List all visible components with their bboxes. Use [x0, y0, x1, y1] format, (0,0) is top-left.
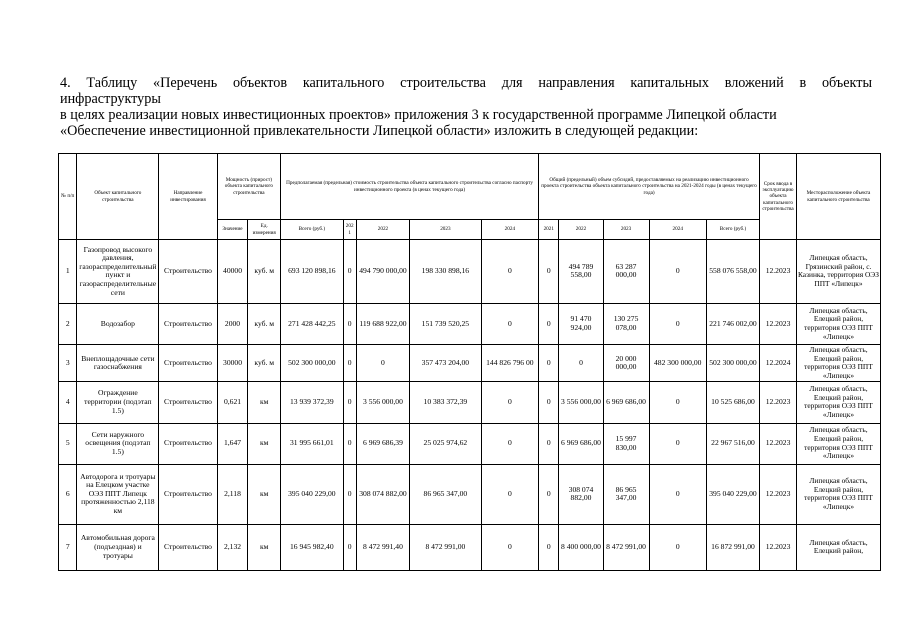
cell-c2024: 0: [481, 423, 538, 464]
cell-term: 12.2023: [760, 240, 797, 304]
header-object: Объект капитального строительства: [77, 154, 159, 240]
cell-c2021: 0: [343, 423, 356, 464]
header-capacity: Мощность (прирост) объекта капитального строительства: [217, 154, 280, 220]
cell-c2022: 8 472 991,40: [356, 524, 409, 570]
cell-c2021: 0: [343, 464, 356, 524]
cell-object: Автомобильная дорога (подъездная) и тротуары: [77, 524, 159, 570]
cell-s2024: 0: [649, 464, 706, 524]
cell-term: 12.2023: [760, 303, 797, 344]
header-num: № п/п: [59, 154, 77, 240]
cell-location: Липецкая область, Грязинский район, с. Казинка, территория ОЭЗ ППТ «Липецк»: [796, 240, 880, 304]
cell-direction: Строительство: [159, 464, 217, 524]
cell-location: Липецкая область, Елецкий район,: [796, 524, 880, 570]
cell-unit: куб. м: [248, 345, 281, 382]
cell-unit: куб. м: [248, 303, 281, 344]
cell-c2022: 119 688 922,00: [356, 303, 409, 344]
cell-num: 7: [59, 524, 77, 570]
cell-value: 2,118: [217, 464, 248, 524]
cell-cost-total: 13 939 372,39: [281, 382, 343, 423]
table-row: [59, 345, 881, 382]
cell-c2021: 0: [343, 303, 356, 344]
cell-s2021: 0: [539, 345, 559, 382]
header-cost-2021: 202 1: [343, 220, 356, 240]
cell-s-total: 502 300 000,00: [706, 345, 759, 382]
cell-c2024: 0: [481, 240, 538, 304]
cell-value: 0,621: [217, 382, 248, 423]
cell-direction: Строительство: [159, 524, 217, 570]
cell-s2023: 20 000 000,00: [603, 345, 649, 382]
cell-s2021: 0: [539, 464, 559, 524]
cell-s-total: 22 967 516,00: [706, 423, 759, 464]
cell-s2021: 0: [539, 382, 559, 423]
table-body: [59, 240, 881, 571]
cell-value: 30000: [217, 345, 248, 382]
cell-direction: Строительство: [159, 240, 217, 304]
cell-value: 40000: [217, 240, 248, 304]
cell-c2022: 308 074 882,00: [356, 464, 409, 524]
cell-c2023: 25 025 974,62: [410, 423, 482, 464]
cell-s-total: 395 040 229,00: [706, 464, 759, 524]
intro-text: [60, 75, 872, 139]
cell-unit: км: [248, 382, 281, 423]
cell-num: 3: [59, 345, 77, 382]
cell-c2021: 0: [343, 382, 356, 423]
cell-object: Автодорога и тротуары на Елецком участке ОЭЗ ППТ Липецк протяженностью 2,118 км: [77, 464, 159, 524]
cell-s2022: 91 470 924,00: [559, 303, 603, 344]
cell-term: 12.2023: [760, 382, 797, 423]
cell-location: Липецкая область, Елецкий район, территория ОЭЗ ППТ «Липецк»: [796, 464, 880, 524]
cell-s2023: 63 287 000,00: [603, 240, 649, 304]
cell-value: 1,647: [217, 423, 248, 464]
header-subsidy-2024: 2024: [649, 220, 706, 240]
cell-c2024: 0: [481, 464, 538, 524]
header-cost-2024: 2024: [481, 220, 538, 240]
cell-term: 12.2023: [760, 423, 797, 464]
cell-term: 12.2023: [760, 464, 797, 524]
cell-s2022: 0: [559, 345, 603, 382]
cell-cost-total: 502 300 000,00: [281, 345, 343, 382]
cell-s2023: 15 997 830,00: [603, 423, 649, 464]
cell-direction: Строительство: [159, 382, 217, 423]
cell-s2023: 130 275 078,00: [603, 303, 649, 344]
cell-direction: Строительство: [159, 345, 217, 382]
intro-line-1: 4. Таблицу «Перечень объектов капитального строительства для направления капитальных вложений в объекты: [60, 75, 872, 91]
header-row-1: [59, 154, 881, 220]
cell-s2021: 0: [539, 303, 559, 344]
cell-cost-total: 693 120 898,16: [281, 240, 343, 304]
cell-value: 2,132: [217, 524, 248, 570]
cell-s2022: 494 789 558,00: [559, 240, 603, 304]
cell-c2022: 494 790 000,00: [356, 240, 409, 304]
cell-s2022: 6 969 686,00: [559, 423, 603, 464]
cell-c2023: 357 473 204,00: [410, 345, 482, 382]
cell-c2023: 198 330 898,16: [410, 240, 482, 304]
cell-location: Липецкая область, Елецкий район, территория ОЭЗ ППТ «Липецк»: [796, 303, 880, 344]
cell-s2021: 0: [539, 240, 559, 304]
cell-object: Ограждение территории (подэтап 1.5): [77, 382, 159, 423]
header-location: Месторасположение объекта капитального строительства: [796, 154, 880, 240]
cell-s2024: 482 300 000,00: [649, 345, 706, 382]
cell-c2021: 0: [343, 524, 356, 570]
cell-s2024: 0: [649, 303, 706, 344]
cell-unit: км: [248, 464, 281, 524]
cell-unit: км: [248, 423, 281, 464]
cell-direction: Строительство: [159, 303, 217, 344]
header-cost-2022: 2022: [356, 220, 409, 240]
cell-s-total: 16 872 991,00: [706, 524, 759, 570]
cell-c2023: 86 965 347,00: [410, 464, 482, 524]
cell-s2021: 0: [539, 524, 559, 570]
cell-cost-total: 16 945 982,40: [281, 524, 343, 570]
cell-c2024: 144 826 796 00: [481, 345, 538, 382]
cell-s2021: 0: [539, 423, 559, 464]
header-direction: Направление инвестирования: [159, 154, 217, 240]
intro-line-4: «Обеспечение инвестиционной привлекательности Липецкой области» изложить в следующей редакции:: [60, 123, 699, 139]
header-cost-2023: 2023: [410, 220, 482, 240]
cell-object: Внеплощадочные сети газоснабжения: [77, 345, 159, 382]
cell-s2022: 3 556 000,00: [559, 382, 603, 423]
cell-c2022: 6 969 686,39: [356, 423, 409, 464]
cell-location: Липецкая область, Елецкий район, территория ОЭЗ ППТ «Липецк»: [796, 382, 880, 423]
cell-num: 2: [59, 303, 77, 344]
table-row: [59, 464, 881, 524]
cell-s-total: 558 076 558,00: [706, 240, 759, 304]
header-subsidy-2022: 2022: [559, 220, 603, 240]
cell-location: Липецкая область, Елецкий район, территория ОЭЗ ППТ «Липецк»: [796, 423, 880, 464]
cell-c2023: 8 472 991,00: [410, 524, 482, 570]
intro-line-3: в целях реализации новых инвестиционных проектов» приложения 3 к государственной программе Липецкой области: [60, 107, 777, 123]
cell-s-total: 10 525 686,00: [706, 382, 759, 423]
cell-num: 6: [59, 464, 77, 524]
cell-value: 2000: [217, 303, 248, 344]
cell-c2024: 0: [481, 382, 538, 423]
cell-s2024: 0: [649, 382, 706, 423]
header-cost-total: Всего (руб.): [281, 220, 343, 240]
cell-s2023: 8 472 991,00: [603, 524, 649, 570]
table-row: [59, 524, 881, 570]
cell-s2022: 308 074 882,00: [559, 464, 603, 524]
cell-num: 4: [59, 382, 77, 423]
header-subsidy-total: Всего (руб.): [706, 220, 759, 240]
cell-location: Липецкая область, Елецкий район, территория ОЭЗ ППТ «Липецк»: [796, 345, 880, 382]
cell-term: 12.2024: [760, 345, 797, 382]
investment-objects-table: [58, 153, 881, 571]
cell-s2024: 0: [649, 524, 706, 570]
cell-unit: куб. м: [248, 240, 281, 304]
table-row: [59, 240, 881, 304]
table-row: [59, 303, 881, 344]
cell-c2024: 0: [481, 524, 538, 570]
cell-object: Газопровод высокого давления, газораспределительный пункт и газораспределительные сети: [77, 240, 159, 304]
cell-c2023: 151 739 520,25: [410, 303, 482, 344]
cell-object: Водозабор: [77, 303, 159, 344]
header-capacity-unit: Ед. измерения: [248, 220, 281, 240]
cell-c2022: 3 556 000,00: [356, 382, 409, 423]
cell-s2024: 0: [649, 423, 706, 464]
header-subsidy: Общий (предельный) объем субсидий, предоставляемых на реализацию инвестиционного проекта строительства объекта капитального строительства на 2021-2024 годы (в ценах текущего года): [539, 154, 760, 220]
header-subsidy-2023: 2023: [603, 220, 649, 240]
intro-line-2: инфраструктуры: [60, 91, 161, 107]
cell-term: 12.2023: [760, 524, 797, 570]
header-term: Срок ввода в эксплуатацию объекта капитального строительства: [760, 154, 797, 240]
cell-s2022: 8 400 000,00: [559, 524, 603, 570]
cell-cost-total: 31 995 661,01: [281, 423, 343, 464]
cell-s2023: 6 969 686,00: [603, 382, 649, 423]
cell-direction: Строительство: [159, 423, 217, 464]
cell-c2021: 0: [343, 240, 356, 304]
cell-c2022: 0: [356, 345, 409, 382]
header-subsidy-2021: 2021: [539, 220, 559, 240]
cell-s-total: 221 746 002,00: [706, 303, 759, 344]
cell-c2023: 10 383 372,39: [410, 382, 482, 423]
cell-cost-total: 271 428 442,25: [281, 303, 343, 344]
table-row: [59, 423, 881, 464]
header-cost: Предполагаемая (предельная) стоимость строительства объекта капитального строительства согласно паспорту инвестиционного проекта (в ценах текущего года): [281, 154, 539, 220]
cell-unit: км: [248, 524, 281, 570]
cell-num: 5: [59, 423, 77, 464]
cell-s2023: 86 965 347,00: [603, 464, 649, 524]
cell-s2024: 0: [649, 240, 706, 304]
cell-c2021: 0: [343, 345, 356, 382]
header-capacity-value: Значение: [217, 220, 248, 240]
cell-c2024: 0: [481, 303, 538, 344]
cell-object: Сети наружного освещения (подэтап 1.5): [77, 423, 159, 464]
table-row: [59, 382, 881, 423]
cell-cost-total: 395 040 229,00: [281, 464, 343, 524]
cell-num: 1: [59, 240, 77, 304]
